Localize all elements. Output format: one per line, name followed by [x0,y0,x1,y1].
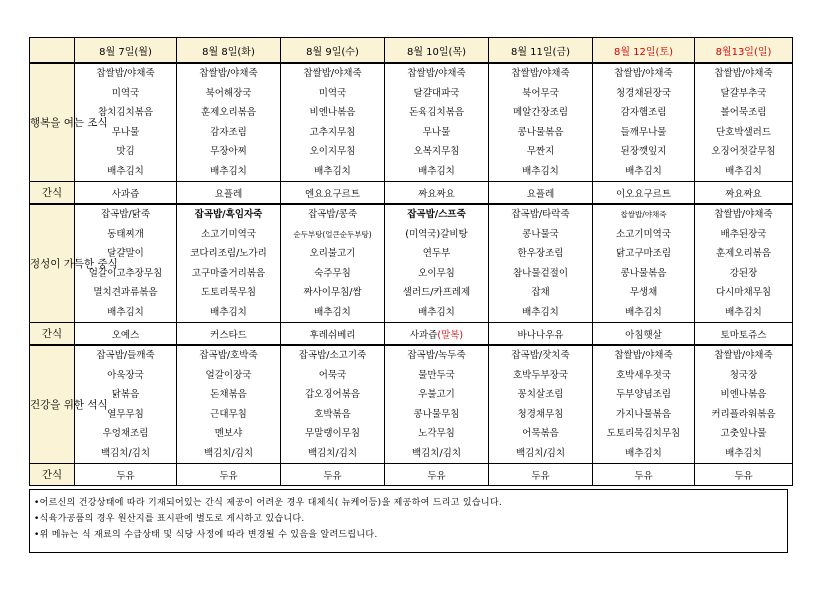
snack-cell: 토마토쥬스 [695,323,793,346]
menu-item: 배추김치 [107,306,144,318]
menu-item: 찹쌀밥/야채죽 [614,68,673,79]
snack-cell: 후레쉬베리 [281,323,385,346]
menu-item: 커리플라워볶음 [711,408,776,420]
menu-item: 무생채 [629,287,658,298]
menu-item: 오징어젓갈무침 [711,146,776,157]
menu-item: 잡곡밥/들깨죽 [96,350,155,361]
menu-item: 샐러드/카프레제 [402,287,471,298]
menu-item: 찹쌀밥/야채죽 [714,209,773,220]
menu-item: 찹쌀밥/야채죽 [96,68,155,79]
snack-row-1 [30,182,793,205]
menu-item: 소고기미역국 [615,228,672,240]
menu-item: 비엔나볶음 [720,389,767,400]
snack-cell: 짜요짜요 [695,182,793,205]
lunch-label: 정성이 가득한 중식 [30,204,75,323]
menu-item: 도토리묵김치무침 [606,428,681,439]
lunch-cell [593,204,695,323]
menu-item: 동태찌개 [107,228,144,240]
menu-item: 강된장 [729,267,758,279]
lunch-cell [385,204,489,323]
snack-cell: 두유 [177,464,281,486]
snack-cell [385,323,489,346]
snack-cell: 두유 [75,464,177,486]
menu-item: 배추김치 [418,165,455,177]
snack-cell: 이오요구르트 [593,182,695,205]
menu-item: 갑오징어볶음 [304,389,361,400]
menu-item: 배추김치 [210,306,247,318]
lunch-cell [281,204,385,323]
menu-item: 잡곡밥/닭죽 [100,209,151,220]
menu-item: 호박새우젓국 [615,369,672,381]
menu-item: 콩나물무침 [413,408,460,420]
menu-item: 어묵볶음 [522,428,559,439]
menu-item: 얼갈이고추장무침 [88,267,163,279]
snack-cell: 두유 [281,464,385,486]
dinner-cell [489,345,593,464]
dinner-cell [695,345,793,464]
lunch-cell [75,204,177,323]
menu-item: 숙주무침 [314,267,351,279]
menu-item: 달걀대파국 [413,87,460,99]
menu-item: 연두부 [422,248,451,259]
menu-item: 오이지무침 [309,146,356,157]
menu-item: 콩나물볶음 [620,267,667,279]
menu-item: 오이무침 [418,267,455,279]
snack-cell: 사과즙 [75,182,177,205]
breakfast-cell [489,63,593,182]
snack-cell: 오예스 [75,323,177,346]
menu-item: 찹쌀밥/야채죽 [714,350,773,361]
day-header: 8월 9일(수) [281,38,385,64]
snack-cell: 바나나우유 [489,323,593,346]
holiday-note: (말복) [437,329,464,341]
snack-cell: 요플레 [177,182,281,205]
day-header: 8월 11일(금) [489,38,593,64]
snack-row-3 [30,464,793,486]
snack-cell: 두유 [385,464,489,486]
menu-item: 백김치/김치 [203,447,254,459]
menu-item: 배추김치 [725,306,762,318]
menu-item: 달걀부추국 [720,87,767,99]
menu-item: 배추김치 [625,447,662,459]
menu-item: 백김치/김치 [100,447,151,459]
breakfast-cell [385,63,489,182]
snack-cell: 커스타드 [177,323,281,346]
menu-item: 얼갈이장국 [205,369,252,381]
menu-item: 닭고구마조림 [615,248,672,259]
breakfast-cell [695,63,793,182]
menu-item: 잡곡밥/녹두죽 [407,350,466,361]
note-line: •식육가공품의 경우 원산지를 표시판에 별도로 게시하고 있습니다. [34,514,305,524]
menu-item: 고추지무침 [309,126,356,138]
breakfast-label: 행복을 여는 조식 [30,63,75,182]
snack-cell: 두유 [593,464,695,486]
menu-item: 잡곡밥/호박죽 [199,350,258,361]
menu-item: 감자햄조림 [620,107,667,118]
note-line: •위 메뉴는 식 재료의 수급상태 및 식당 사정에 따라 변경될 수 있음을 알려드립니다. [34,530,378,540]
menu-item: 어묵국 [318,369,347,381]
menu-item: 무장아찌 [210,146,247,157]
menu-item: 우불고기 [418,389,455,400]
snack-cell: 짜요짜요 [385,182,489,205]
snack-label: 간식 [30,182,75,205]
menu-item: 소고기미역국 [200,228,257,240]
snack-cell: 엔요요구르트 [281,182,385,205]
menu-item: 백김치/김치 [307,447,358,459]
menu-item: (미역국)갈비탕 [405,228,468,240]
day-header-row [30,38,793,64]
menu-item: 잡곡밥/소고기죽 [298,350,367,361]
snack-label: 간식 [30,464,75,486]
menu-item: 닭볶음 [111,389,140,400]
menu-item: 찹쌀밥/야채죽 [407,68,466,79]
menu-item: 순두부탕(얼큰순두부탕) [293,229,372,239]
breakfast-cell [281,63,385,182]
menu-item: 잡곡밥/스프죽 [407,209,466,220]
menu-item: 비엔나볶음 [309,107,356,118]
menu-item: 찹쌀밥/야채죽 [614,350,673,361]
snack-cell: 두유 [695,464,793,486]
menu-item: 볼어묵조림 [720,107,767,118]
dinner-cell [177,345,281,464]
menu-item: 청경채무침 [517,408,564,420]
menu-item: 무나물 [422,126,451,138]
menu-item: 백김치/김치 [411,447,462,459]
menu-item: 미역국 [318,87,347,99]
menu-item: 가지나물볶음 [615,408,672,420]
menu-item: 배추김치 [210,165,247,177]
menu-item: 찹쌀밥/야채죽 [511,68,570,79]
menu-item: 오복지무침 [413,146,460,157]
menu-item: 꽁치살조림 [517,389,564,400]
menu-item: 두부양념조림 [615,389,672,400]
menu-item: 참나물겉절이 [512,267,569,279]
menu-item: 돈육김치볶음 [408,107,465,118]
breakfast-cell [177,63,281,182]
menu-item: 잡곡밥/잣치죽 [511,350,570,361]
breakfast-cell [593,63,695,182]
menu-item: 단호박샐러드 [715,126,772,138]
dinner-cell [593,345,695,464]
snack-label: 간식 [30,323,75,346]
menu-item: 무나물 [111,126,140,138]
menu-item: 도토리묵무침 [200,287,257,298]
dinner-cell [385,345,489,464]
snack-item: 사과즙 [409,329,438,341]
menu-item: 콩나물볶음 [517,126,564,138]
menu-item: 노각무침 [418,428,455,439]
menu-item: 근대무침 [210,408,247,420]
menu-item: 백김치/김치 [515,447,566,459]
menu-item: 찹쌀밥/야채죽 [199,68,258,79]
snack-cell: 두유 [489,464,593,486]
dinner-cell [281,345,385,464]
notes-box [29,489,788,553]
menu-item: 짜사이무침/쌈 [303,287,362,298]
menu-item: 아욱장국 [107,369,144,381]
breakfast-row [30,63,793,182]
menu-item: 배추김치 [725,447,762,459]
menu-item: 찹쌀밥/야채죽 [620,210,667,219]
menu-item: 열무무침 [107,408,144,420]
menu-item: 감자조림 [210,126,247,138]
day-header-saturday: 8월 12일(토) [593,38,695,64]
menu-item: 배추된장국 [720,228,767,240]
menu-item: 찹쌀밥/야채죽 [303,68,362,79]
menu-item: 북어해장국 [205,87,252,99]
menu-item: 미역국 [111,87,140,99]
menu-item: 멘보샤 [214,428,243,439]
weekly-menu-table [29,37,793,486]
menu-item: 한우장조림 [517,248,564,259]
menu-item: 배추김치 [418,306,455,318]
menu-item: 멸치견과류볶음 [93,287,158,298]
menu-item: 된장깻잎지 [620,146,667,157]
menu-item: 청국장 [729,369,758,381]
menu-item: 달걀말이 [107,248,144,259]
menu-item: 호박볶음 [314,408,351,420]
menu-item: 메알간장조림 [512,107,569,118]
day-header: 8월 10일(목) [385,38,489,64]
menu-item: 배추김치 [107,165,144,177]
lunch-row [30,204,793,323]
day-header-sunday: 8월13일(일) [695,38,793,64]
menu-item: 물만두국 [418,369,455,381]
menu-item: 참치김치볶음 [97,107,154,118]
menu-item: 콩나물국 [522,228,559,240]
menu-item: 다시마채무침 [715,287,772,298]
lunch-cell [695,204,793,323]
menu-item: 배추김치 [522,306,559,318]
corner-cell [30,38,75,64]
menu-item: 오리불고기 [309,248,356,259]
menu-item: 고구마줄거리볶음 [191,267,266,279]
menu-item: 돈채볶음 [210,389,247,400]
menu-item: 훈제오리볶음 [200,107,257,118]
menu-item: 배추김치 [314,165,351,177]
menu-item: 무말랭이무침 [304,428,361,439]
menu-item: 잡채 [531,287,550,298]
menu-item: 배추김치 [725,165,762,177]
menu-item: 잡곡밥/타락죽 [511,209,570,220]
menu-item: 배추김치 [625,306,662,318]
menu-item: 잡곡밥/흑임자죽 [194,209,263,220]
menu-item: 고춧잎나물 [720,428,767,439]
menu-item: 배추김치 [625,165,662,177]
snack-row-2 [30,323,793,346]
menu-item: 배추김치 [314,306,351,318]
lunch-cell [177,204,281,323]
menu-item: 북어무국 [522,87,559,99]
dinner-row [30,345,793,464]
menu-item: 훈제오리볶음 [715,248,772,259]
menu-item: 들깨무나물 [620,126,667,138]
menu-item: 맛김 [116,146,135,157]
menu-item: 무짠지 [526,146,555,157]
snack-cell: 요플레 [489,182,593,205]
day-header: 8월 8일(화) [177,38,281,64]
snack-cell: 아침햇살 [593,323,695,346]
lunch-cell [489,204,593,323]
menu-item: 찹쌀밥/야채죽 [714,68,773,79]
menu-item: 청경채된장국 [615,87,672,99]
note-line: •어르신의 건강상태에 따라 기재되어있는 간식 제공이 어려운 경우 대체식( 뉴케어등)을 제공하여 드리고 있습니다. [34,498,503,508]
menu-item: 코다리조림/노가리 [190,248,267,259]
menu-item: 배추김치 [522,165,559,177]
dinner-label: 건강을 위한 석식 [30,345,75,464]
day-header: 8월 7일(월) [75,38,177,64]
menu-item: 호박두부장국 [512,369,569,381]
menu-item: 잡곡밥/콩죽 [307,209,358,220]
menu-item: 우엉채조림 [102,428,149,439]
